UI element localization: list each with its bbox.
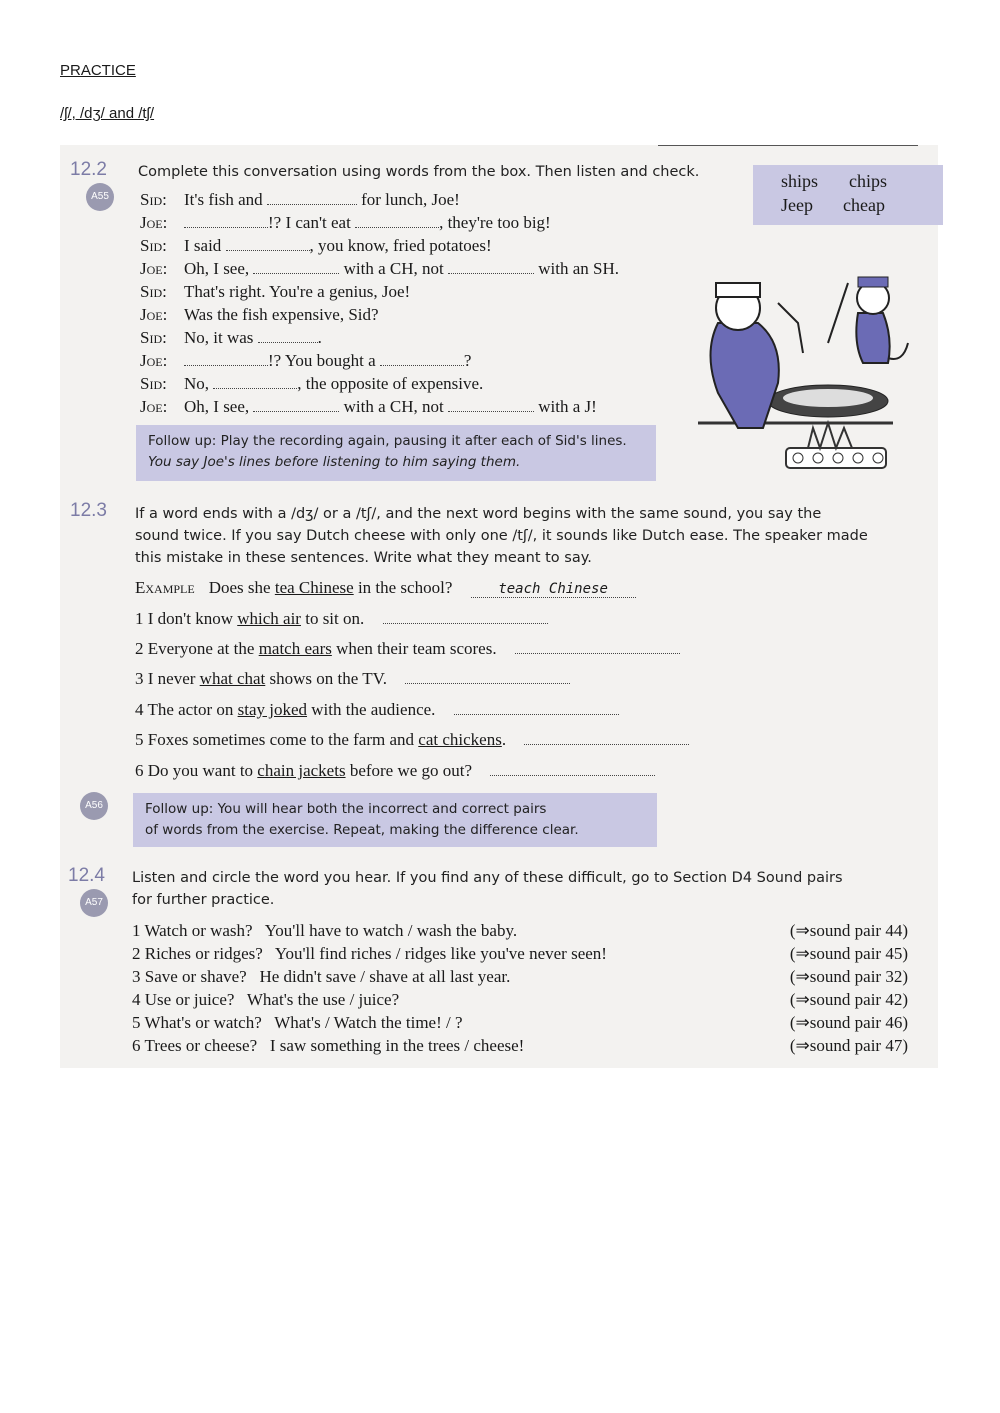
answer-blank[interactable] — [383, 611, 548, 624]
exercise-item: 2 Riches or ridges? You'll find riches / ridges like you've never seen! — [132, 944, 607, 963]
answer-blank[interactable] — [454, 702, 619, 715]
exercise-number: 12.2 — [70, 159, 107, 180]
exercise-item: 3 Save or shave? He didn't save / shave at all last year. — [132, 967, 511, 986]
follow-up-box: Follow up: Play the recording again, pausing it after each of Sid's lines. You say Joe's lines before listening to him saying them. — [136, 425, 656, 481]
word-box-item: ships — [781, 171, 819, 191]
exercise-item: 3 I never what chat shows on the TV. — [135, 669, 570, 689]
exercise-number: 12.4 — [68, 865, 105, 886]
handwritten-answer: teach Chinese — [471, 581, 636, 598]
audio-track-badge: A56 — [80, 792, 108, 820]
dialogue-line: Joe: !? You bought a ? — [140, 351, 472, 370]
exercise-item: 2 Everyone at the match ears when their team scores. — [135, 639, 680, 659]
dialogue-line: Sid: It's fish and for lunch, Joe! — [140, 190, 460, 209]
exercise-instruction: Listen and circle the word you hear. If you find any of these difficult, go to Section D4 Sound pairs for further practice. — [132, 870, 843, 908]
sound-pair-reference: (⇒sound pair 32) — [789, 967, 908, 986]
dialogue-line: Sid: No, it was . — [140, 328, 322, 347]
dialogue-line: Sid: I said , you know, fried potatoes! — [140, 236, 492, 255]
exercise-instruction: Complete this conversation using words from the box. Then listen and check. — [138, 164, 700, 180]
exercise-item: 6 Trees or cheese? I saw something in the trees / cheese! — [132, 1036, 525, 1055]
exercise-item: 5 What's or watch? What's / Watch the time! / ? — [132, 1013, 463, 1032]
audio-track-badge: A55 — [86, 183, 114, 211]
textbook-scan — [60, 145, 938, 1068]
dialogue-line: Joe: Oh, I see, with a CH, not with a J! — [140, 397, 597, 416]
dialogue-line: Joe: !? I can't eat , they're too big! — [140, 213, 551, 232]
sound-pair-reference: (⇒sound pair 44) — [789, 921, 908, 940]
answer-blank[interactable] — [405, 671, 570, 684]
exercise-item: 4 Use or juice? What's the use / juice? — [132, 990, 400, 1009]
page-subtitle: /ʃ/, /dʒ/ and /tʃ/ — [60, 105, 155, 122]
exercise-item: 4 The actor on stay joked with the audience. — [135, 700, 619, 720]
audio-track-badge: A57 — [80, 889, 108, 917]
dialogue-line: Sid: No, , the opposite of expensive. — [140, 374, 484, 393]
exercise-item: 5 Foxes sometimes come to the farm and cat chickens. — [135, 730, 689, 750]
exercise-number: 12.3 — [70, 500, 107, 521]
sound-pair-reference: (⇒sound pair 42) — [789, 990, 908, 1009]
answer-blank[interactable] — [524, 732, 689, 745]
cartoon-illustration — [688, 263, 938, 483]
exercise-item: 6 Do you want to chain jackets before we go out? — [135, 761, 655, 781]
exercise-item: 1 Watch or wash? You'll have to watch / wash the baby. — [132, 921, 518, 940]
follow-up-box: Follow up: You will hear both the incorrect and correct pairs of words from the exercise. Repeat, making the difference clear. — [133, 793, 657, 847]
example-line: Example Does she tea Chinese in the school? teach Chinese — [135, 578, 636, 598]
dialogue-line: Sid: That's right. You're a genius, Joe! — [140, 282, 411, 301]
dialogue-line: Joe: Was the fish expensive, Sid? — [140, 305, 379, 324]
sound-pair-reference: (⇒sound pair 47) — [789, 1036, 908, 1055]
word-box-item: Jeep — [781, 195, 813, 215]
word-box — [753, 165, 943, 225]
answer-blank[interactable] — [515, 641, 680, 654]
sound-pair-reference: (⇒sound pair 46) — [789, 1013, 908, 1032]
word-box-item: chips — [849, 171, 887, 191]
divider — [658, 145, 918, 146]
answer-blank[interactable] — [490, 763, 655, 776]
word-box-item: cheap — [843, 195, 885, 215]
page-title: PRACTICE — [60, 62, 136, 79]
sound-pair-reference: (⇒sound pair 45) — [789, 944, 908, 963]
dialogue-line: Joe: Oh, I see, with a CH, not with an SH. — [140, 259, 620, 278]
exercise-instruction: If a word ends with a /dʒ/ or a /tʃ/, and the next word begins with the same sound, you say the sound twice. If you say Dutch cheese with only one /tʃ/, it sounds like Dutch ease. The speaker made this mistake in these sentences. Write what they meant to say. — [135, 506, 868, 566]
exercise-item: 1 I don't know which air to sit on. — [135, 609, 548, 629]
